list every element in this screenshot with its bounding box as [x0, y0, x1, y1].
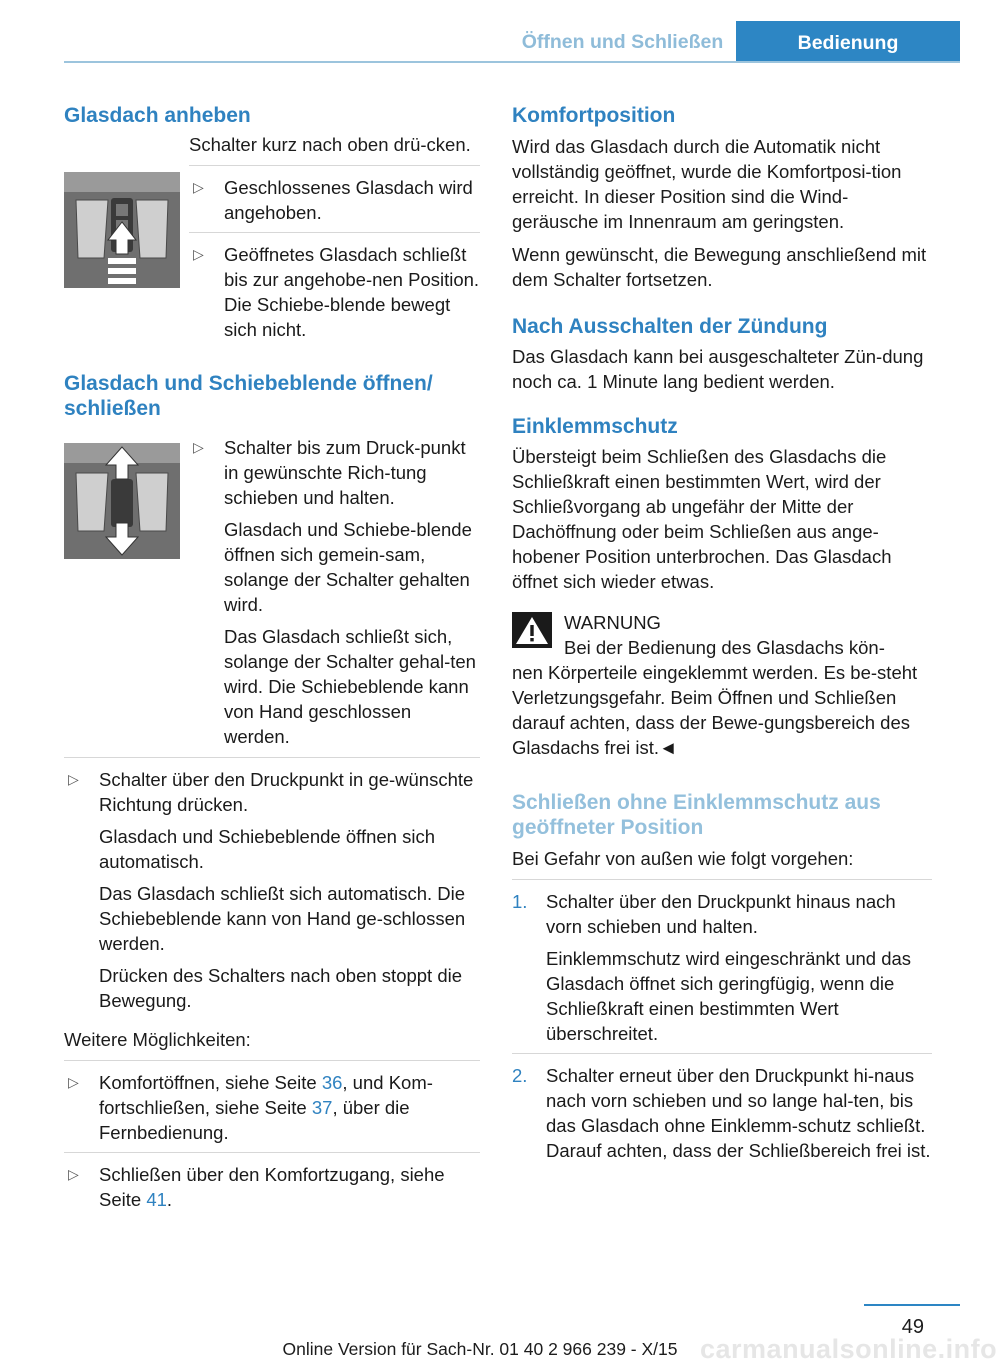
header-chapter-tab: Bedienung: [736, 21, 960, 63]
numbered-step: 1. Schalter über den Druckpunkt hinaus nach vorn schieben und halten. Einklemmschutz wird eingeschränkt und das Glasdach öffnet sich geringfügig, wenn die Schließkraft einen bestimmten Wert überschreitet.: [512, 891, 912, 1044]
list-item: ▷ Komfortöffnen, siehe Seite 36, und Kom-fortschließen, siehe Seite 37, über die Fernbedienung.: [68, 1072, 433, 1143]
paragraph: Wird das Glasdach durch die Automatik nicht vollständig geöffnet, wurde die Komfortposi-tion erreicht. In dieser Position sind die Wind-geräusche im Innenraum am geringsten.: [512, 136, 902, 232]
warning-title: WARNUNG: [564, 612, 661, 633]
page-link-36[interactable]: 36: [321, 1072, 343, 1093]
header-rule: [64, 61, 960, 63]
triangle-bullet-icon: ▷: [193, 246, 204, 262]
header-section-title: Öffnen und Schließen: [521, 31, 724, 53]
list-item: ▷ Schalter über den Druckpunkt in ge-wünschte Richtung drücken. Glasdach und Schiebeblende öffnen sich automatisch. Das Glasdach schließt sich automatisch. Die Schiebeblende kann von Hand ge-schlossen werden. Drücken des Schalters nach oben stoppt die Bewegung.: [68, 769, 474, 1011]
paragraph: Das Glasdach kann bei ausgeschalteter Zün-dung noch ca. 1 Minute lang bedient werden.: [512, 346, 924, 392]
switch-up-down-illustration: [64, 443, 180, 559]
triangle-bullet-icon: ▷: [68, 771, 79, 787]
heading-glasdach-anheben: Glasdach anheben: [64, 104, 251, 127]
triangle-bullet-icon: ▷: [193, 439, 204, 455]
warning-triangle-icon: [512, 612, 552, 648]
switch-up-illustration: [64, 172, 180, 288]
paragraph: Wenn gewünscht, die Bewegung anschließend mit dem Schalter fortsetzen.: [512, 244, 927, 290]
warning-box: [512, 610, 932, 760]
triangle-bullet-icon: ▷: [68, 1074, 79, 1090]
section-glasdach-schiebeblende: [64, 435, 480, 749]
page-number: 49: [901, 1316, 924, 1338]
heading-einklemmschutz: Einklemmschutz: [512, 415, 678, 438]
section-glasdach-anheben: [64, 132, 480, 349]
footer-online-version: Online Version für Sach-Nr. 01 40 2 966 239 - X/15: [282, 1339, 678, 1359]
triangle-bullet-icon: ▷: [68, 1166, 79, 1182]
paragraph: Bei Gefahr von außen wie folgt vorgehen:: [512, 848, 854, 869]
intro-text: Schalter kurz nach oben drü-cken.: [189, 134, 471, 155]
warning-text: nen Körperteile eingeklemmt werden. Es be-steht Verletzungsgefahr. Beim Öffnen und Schließen darauf achten, dass der Bewe-gungsbereich des Glasdachs frei ist.◄: [512, 662, 918, 758]
watermark: carmanualsonline.info: [700, 1334, 997, 1364]
triangle-bullet-icon: ▷: [193, 179, 204, 195]
list-item: ▷ Geöffnetes Glasdach schließt bis zur angehobe-nen Position. Die Schiebe-blende bewegt sich nicht.: [193, 244, 480, 340]
heading-glasdach-schiebeblende: Glasdach und Schiebeblende öffnen/ schließen: [64, 372, 433, 420]
list-item: ▷ Geschlossenes Glasdach wird angehoben.: [193, 177, 473, 223]
step-number: 2.: [512, 1065, 528, 1086]
list-item: ▷ Schalter bis zum Druck-punkt in gewünschte Rich-tung schieben und halten. Glasdach und Schiebe-blende öffnen sich gemein-sam, solange der Schalter gehalten wird. Das Glasdach schließt sich, solange der Schalter gehal-ten wird. Die Schiebeblende kann von Hand geschlossen werden.: [193, 437, 476, 747]
warning-line1: Bei der Bedienung des Glasdachs kön-: [564, 637, 885, 658]
heading-komfortposition: Komfortposition: [512, 104, 676, 127]
page-link-37[interactable]: 37: [311, 1097, 333, 1118]
step-number: 1.: [512, 891, 528, 912]
footer-rule: [864, 1304, 960, 1306]
numbered-step: 2. Schalter erneut über den Druckpunkt hi-naus nach vorn schieben und so lange hal-ten, bis das Glasdach ohne Einklemm-schutz schließt. Darauf achten, dass der Schließbereich frei ist.: [512, 1065, 931, 1161]
more-options-label: Weitere Möglichkeiten:: [64, 1029, 251, 1050]
heading-nach-ausschalten: Nach Ausschalten der Zündung: [512, 315, 828, 338]
left-column: [64, 103, 480, 1219]
paragraph: Übersteigt beim Schließen des Glasdachs die Schließkraft einen bestimmten Wert, wird der Schließvorgang ab ungefähr der Mitte der Dachöffnung oder beim Schließen aus ange-hobener Position unterbrochen. Das Glasdach öffnet sich wieder etwas.: [512, 446, 892, 592]
page-link-41[interactable]: 41: [146, 1189, 167, 1210]
right-column: [512, 103, 932, 1170]
heading-schliessen-ohne: Schließen ohne Einklemmschutz aus geöffneter Position: [512, 791, 881, 839]
list-item: ▷ Schließen über den Komfortzugang, siehe Seite 41.: [68, 1164, 445, 1210]
